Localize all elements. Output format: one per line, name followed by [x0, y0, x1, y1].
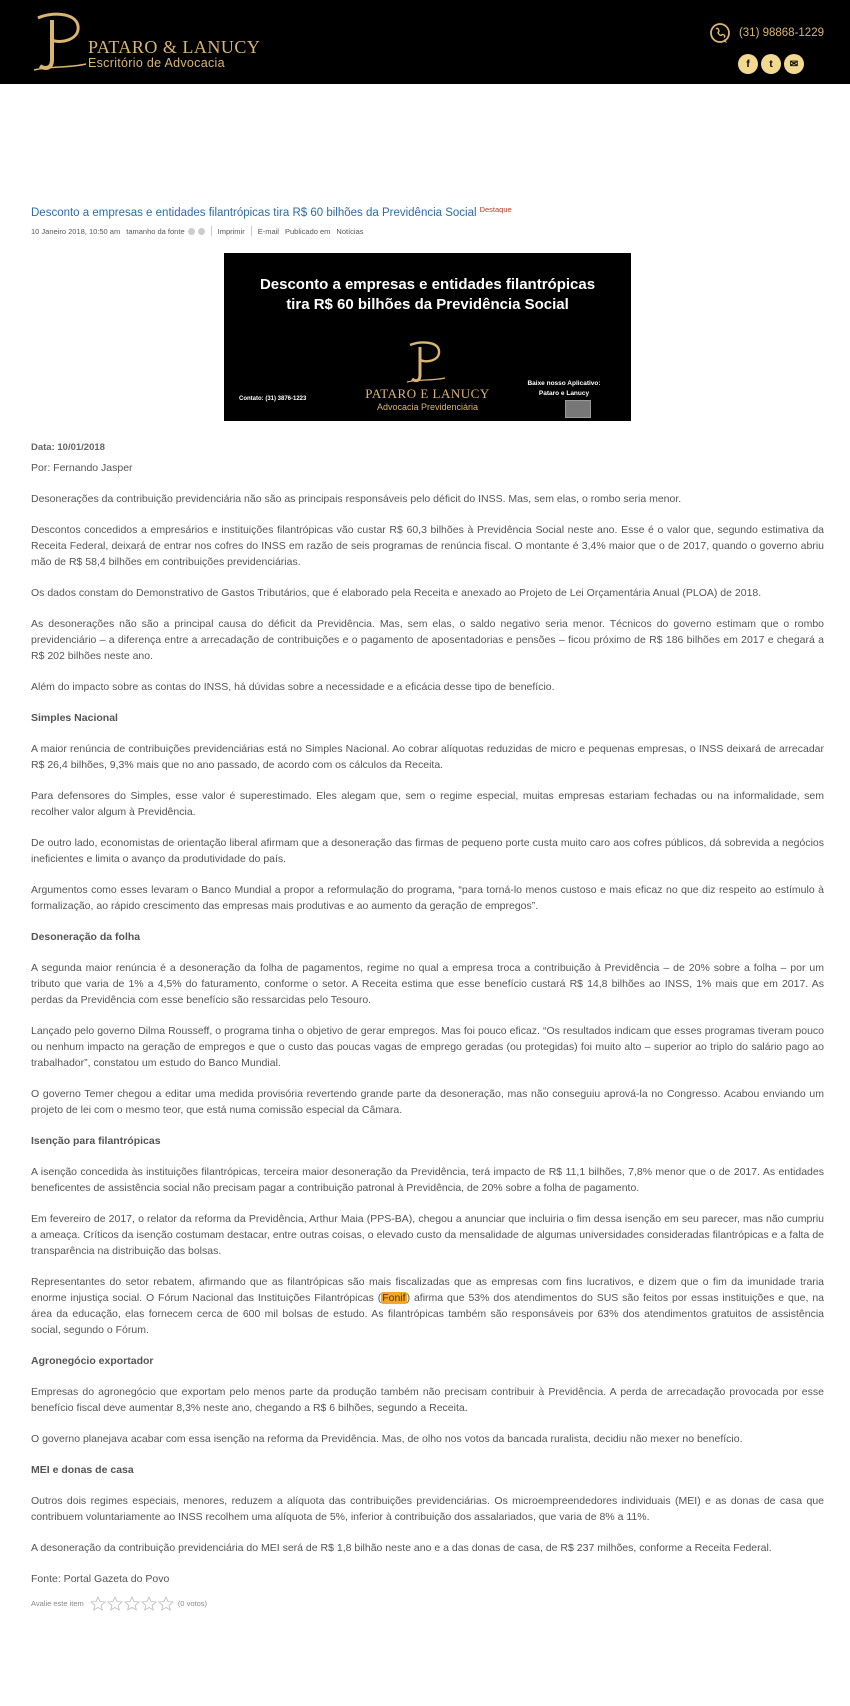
paragraph: Argumentos como esses levaram o Banco Mundial a propor a reformulação do programa, “para torná-lo menos custoso e mais eficaz no que diz respeito ao estímulo à formalização, ao rápido crescimento das empresas mais produtivas e ao aumento da geração de empregos”. [31, 884, 824, 912]
meta-divider [211, 226, 212, 236]
published-in-label: Publicado em [284, 226, 331, 236]
print-link[interactable]: Imprimir [217, 226, 245, 236]
phone-icon [709, 22, 731, 44]
phone-number: (31) 98868-1229 [738, 27, 824, 39]
email-icon[interactable]: ✉ [784, 54, 804, 74]
paragraph-text: ) afirma que 53% dos atendimentos do SUS são feitos por essas instituições e que, na área da educação, elas fornecem cerca de 600 mil bolsas de estudo. As filantrópicas também são responsáveis por 63% dos atendimentos gratuitos de assistência social, segundo o Fórum. [31, 1292, 824, 1336]
banner-logo-p-mark [404, 339, 448, 385]
paragraph: A isenção concedida às instituições filantrópicas, terceira maior desoneração da Previdência, terá impacto de R$ 11,1 bilhões, 7,8% menor que o de 2017. As entidades beneficentes de assistência social não precisam pagar a contribuição patronal à Previdência, de 20% sobre a folha de pagamento. [31, 1166, 824, 1194]
banner-app-text [519, 379, 609, 399]
facebook-icon[interactable]: f [738, 54, 758, 74]
banner-title [224, 275, 631, 315]
paragraph: De outro lado, economistas de orientação liberal afirmam que a desoneração das firmas de pequeno porte custa muito caro aos cofres públicos, dá sobrevida a negócios ineficientes e limita o avanço da produtividade do país. [31, 837, 824, 865]
category-link[interactable]: Notícias [336, 226, 364, 236]
rating-votes: (0 votos) [177, 1599, 207, 1608]
paragraph: O governo Temer chegou a editar uma medida provisória revertendo grande parte da desoneração, mas não conseguiu aprová-la no Congresso. Acabou enviando um projeto de lei com o mesmo teor, que está numa comissão especial da Câmara. [31, 1088, 824, 1116]
paragraph: Além do impacto sobre as contas do INSS, há dúvidas sobre a necessidade e a eficácia desse tipo de benefício. [31, 681, 555, 693]
banner-title-line1: Desconto a empresas e entidades filantrópicas [259, 276, 596, 293]
section-heading: MEI e donas de casa [31, 1464, 134, 1476]
article-source: Fonte: Portal Gazeta do Povo [31, 1573, 170, 1585]
article-body [31, 441, 824, 1611]
paragraph: Descontos concedidos a empresários e instituições filantrópicas vão custar R$ 60,3 bilhões à Previdência Social neste ano. Esse é o valor que, segundo estimativa da Receita Federal, deixará de entrar nos cofres do INSS em razão de seis programas de renúncia fiscal. O montante é 3,4% maior que o de 2017, quando o governo abriu mão de R$ 58,4 bilhões em contribuições previdenciárias. [31, 524, 824, 568]
app-store-icon [565, 400, 591, 418]
email-link[interactable]: E-mail [257, 226, 279, 236]
section-heading: Isenção para filantrópicas [31, 1135, 161, 1147]
paragraph: Para defensores do Simples, esse valor é superestimado. Eles alegam que, sem o regime especial, muitas empresas estariam fechadas ou na informalidade, sem recolher valor algum à Previdência. [31, 790, 824, 818]
rating-star-icon[interactable] [141, 1596, 157, 1611]
rating-star-icon[interactable] [158, 1596, 174, 1611]
paragraph: Os dados constam do Demonstrativo de Gastos Tributários, que é elaborado pela Receita e anexado ao Projeto de Lei Orçamentária Anual (PLOA) de 2018. [31, 587, 762, 599]
paragraph: Em fevereiro de 2017, o relator da reforma da Previdência, Arthur Maia (PPS-BA), chegou a anunciar que incluiria o fim dessa isenção em seu parecer, mas não cumpriu a ameaça. Críticos da isenção costumam destacar, entre outras coisas, o elevado custo da mensalidade de algumas universidades consideradas filantrópicas e a falta de transparência na distribuição das bolsas. [31, 1213, 824, 1257]
banner-app-line2: Pataro e Lanucy [538, 390, 590, 397]
rating-widget [31, 1596, 824, 1611]
banner-brand-name: PATARO E LANUCY [365, 386, 490, 401]
article-title-row [31, 207, 824, 219]
rating-stars [90, 1596, 174, 1611]
twitter-icon[interactable]: t [761, 54, 781, 74]
paragraph: A maior renúncia de contribuições previdenciárias está no Simples Nacional. Ao cobrar alíquotas reduzidas de micro e pequenas empresas, o INSS deixará de arrecadar R$ 26,4 bilhões, 9,3% mais que no ano passado, de acordo com os cálculos da Receita. [31, 743, 824, 771]
featured-badge: Destaque [479, 205, 512, 214]
article-author: Por: Fernando Jasper [31, 462, 133, 474]
section-heading: Desoneração da folha [31, 931, 141, 943]
font-increase-icon[interactable] [198, 228, 205, 235]
site-logo[interactable] [30, 10, 260, 74]
banner-title-line2: tira R$ 60 bilhões da Previdência Social [286, 296, 569, 313]
banner-app-line1: Baixe nosso Aplicativo: [527, 380, 601, 387]
site-header [0, 0, 850, 84]
brand-name: PATARO & LANUCY [88, 37, 261, 57]
social-links [738, 54, 804, 74]
brand-subtitle: Escritório de Advocacia [88, 56, 225, 70]
section-heading: Simples Nacional [31, 712, 118, 724]
article-date-line: Data: 10/01/2018 [31, 442, 105, 453]
rating-star-icon[interactable] [124, 1596, 140, 1611]
banner-contact: Contato: (31) 3876-1223 [239, 396, 307, 402]
article-banner-image [224, 253, 631, 421]
paragraph: Lançado pelo governo Dilma Rousseff, o programa tinha o objetivo de gerar empregos. Mas foi pouco eficaz. “Os resultados indicam que esses programas tiveram pouco ou nenhum impacto na geração de empregos e que o custo das poucas vagas de emprego geradas (ou protegidas) foi muito alto – superior ao triplo do salário pago ao trabalhador”, constatou um estudo do Banco Mundial. [31, 1025, 824, 1069]
paragraph: Outros dois regimes especiais, menores, reduzem a alíquota das contribuições previdenciárias. Os microempreendedores individuais (MEI) e as donas de casa que contribuem voluntariamente ao INSS recolhem uma alíquota de 5%, inferior à contribuição dos assalariados, que varia de 8% a 11%. [31, 1495, 824, 1523]
banner-brand-sub: Advocacia Previdenciária [376, 402, 479, 412]
rating-star-icon[interactable] [90, 1596, 106, 1611]
paragraph-with-highlight [31, 1274, 824, 1338]
rating-star-icon[interactable] [107, 1596, 123, 1611]
header-phone[interactable] [709, 22, 824, 44]
rating-label: Avalie este item [31, 1599, 84, 1608]
paragraph: O governo planejava acabar com essa isenção na reforma da Previdência. Mas, de olho nos votos da bancada ruralista, decidiu não mexer no benefício. [31, 1433, 743, 1445]
paragraph: Empresas do agronegócio que exportam pelo menos parte da produção também não precisam contribuir à Previdência. A perda de arrecadação provocada por esse benefício fiscal deve aumentar 8,3% neste ano, chegando a R$ 6 bilhões, segundo a Receita. [31, 1386, 824, 1414]
article-meta [31, 225, 824, 237]
article [0, 207, 850, 1611]
article-date: 10 Janeiro 2018, 10:50 am [31, 226, 121, 236]
highlighted-term: Fonif [382, 1292, 406, 1304]
logo-p-mark [30, 10, 90, 74]
article-title[interactable]: Desconto a empresas e entidades filantrópicas tira R$ 60 bilhões da Previdência Social [31, 207, 477, 219]
paragraph: A desoneração da contribuição previdenciária do MEI será de R$ 1,8 bilhão neste ano e a das donas de casa, de R$ 237 milhões, conforme a Receita Federal. [31, 1542, 772, 1554]
font-size-label: tamanho da fonte [126, 226, 185, 236]
font-decrease-icon[interactable] [188, 228, 195, 235]
paragraph: As desonerações não são a principal causa do déficit da Previdência. Mas, sem elas, o saldo negativo seria menor. Técnicos do governo estimam que o rombo previdenciário – a diferença entre a arrecadação de contribuições e o pagamento de aposentadorias e pensões – ficou próximo de R$ 186 bilhões em 2017 e chegará a R$ 202 bilhões neste ano. [31, 618, 824, 662]
paragraph: Desonerações da contribuição previdenciária não são as principais responsáveis pelo déficit do INSS. Mas, sem elas, o rombo seria menor. [31, 493, 682, 505]
paragraph-text: Representantes do setor rebatem, afirmando que as filantrópicas são mais fiscalizadas que as empresas com fins lucrativos, e dizem que o fim da imunidade traria enorme injustiça social. O Fórum Nacional das Instituições Filantrópicas ( [31, 1276, 824, 1304]
paragraph: A segunda maior renúncia é a desoneração da folha de pagamentos, regime no qual a empresa troca a contribuição à Previdência – de 20% sobre a folha – por um tributo que varia de 1% a 4,5% do faturamento, conforme o setor. A Receita estima que esse benefício custará R$ 14,8 bilhões ao INSS, 1% mais que em 2017. As perdas da Previdência com esse benefício são ressarcidas pelo Tesouro. [31, 962, 824, 1006]
section-heading: Agronegócio exportador [31, 1355, 154, 1367]
meta-divider [251, 226, 252, 236]
